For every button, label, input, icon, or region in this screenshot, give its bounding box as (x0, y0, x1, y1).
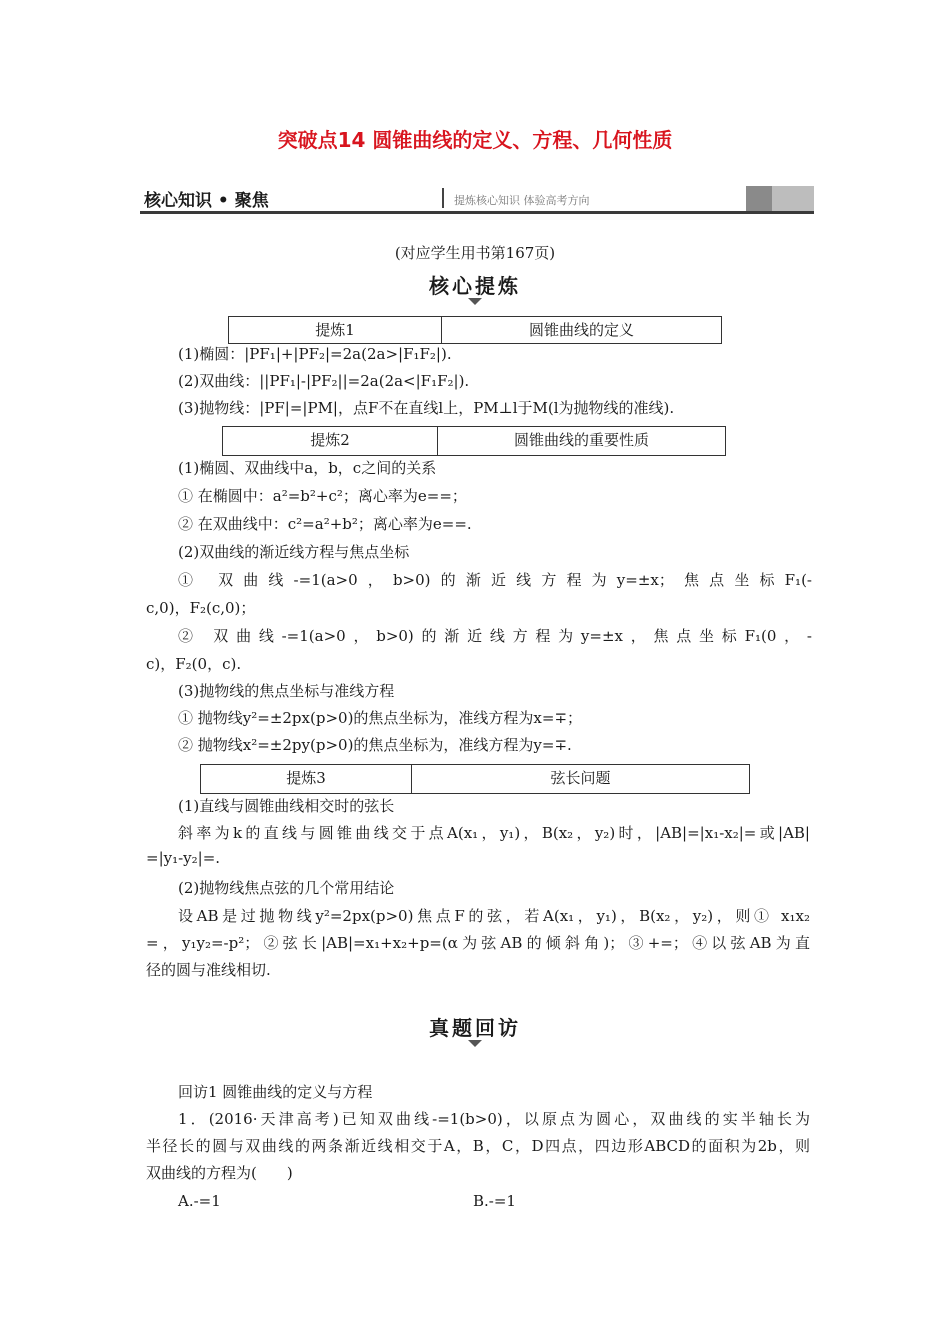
text-line: 径的圆与准线相切. (146, 961, 271, 979)
section-underline (140, 211, 814, 214)
text-line: 设AB是过抛物线y²=2px(p>0)焦点F的弦，若A(x₁，y₁)，B(x₂，y₂)，则① x₁x₂ (178, 907, 810, 925)
topic-box-3-title: 弦长问题 (550, 769, 611, 787)
topic-box-1-label: 提炼1 (229, 317, 442, 343)
text-line: (1)椭圆：|PF₁|+|PF₂|=2a(2a>|F₁F₂|). (178, 345, 452, 363)
page-reference: (对应学生用书第167页) (394, 244, 556, 262)
text-line: (2)抛物线焦点弦的几个常用结论 (178, 879, 395, 897)
review-title: 回访1 圆锥曲线的定义与方程 (178, 1083, 373, 1101)
text-line: ② 双曲线-=1(a>0，b>0)的渐近线方程为y=±x，焦点坐标F₁(0，- (178, 627, 812, 645)
heading-review: 真题回访 (429, 1016, 521, 1040)
section-bar (140, 186, 814, 214)
text-line: ② 在双曲线中：c²=a²+b²；离心率为e==. (178, 515, 472, 533)
text-line: (1)椭圆、双曲线中a，b，c之间的关系 (178, 459, 437, 477)
topic-box-1 (228, 316, 722, 344)
text-line: (2)双曲线的渐近线方程与焦点坐标 (178, 543, 410, 561)
topic-box-2-title: 圆锥曲线的重要性质 (513, 431, 649, 449)
heading-review-marker (468, 1040, 482, 1047)
text-line: =|y₁-y₂|=. (146, 849, 221, 867)
text-line: ② 抛物线x²=±2py(p>0)的焦点坐标为，准线方程为y=∓. (178, 736, 572, 754)
topic-box-3-label: 提炼3 (201, 765, 412, 793)
section-label: 核心知识 • 聚焦 (144, 191, 269, 211)
section-block-dark (746, 186, 772, 211)
text-line: ① 抛物线y²=±2px(p>0)的焦点坐标为，准线方程为x=∓； (178, 709, 583, 727)
text-line: ① 双曲线-=1(a>0，b>0)的渐近线方程为y=±x；焦点坐标F₁(- (178, 571, 812, 589)
question-line: 1．(2016·天津高考)已知双曲线-=1(b>0)，以原点为圆心，双曲线的实半轴长为 (178, 1110, 810, 1128)
text-line: 斜率为k的直线与圆锥曲线交于点A(x₁，y₁)，B(x₂，y₂)时，|AB|=|x₁-x₂|=或|AB| (178, 824, 810, 842)
heading-core-marker (468, 298, 482, 305)
topic-box-2 (222, 426, 726, 456)
page-title: 突破点14 圆锥曲线的定义、方程、几何性质 (277, 128, 673, 152)
text-line: =，y₁y₂=-p²；②弦长|AB|=x₁+x₂+p=(α为弦AB的倾斜角)；③+=；④以弦AB为直 (146, 934, 810, 952)
topic-box-2-label: 提炼2 (223, 427, 438, 455)
text-line: c)，F₂(0，c). (146, 655, 242, 673)
section-divider (442, 188, 444, 208)
text-line: (3)抛物线的焦点坐标与准线方程 (178, 682, 395, 700)
section-block-light (772, 186, 814, 211)
question-line: 双曲线的方程为( ) (146, 1164, 293, 1182)
text-line: (1)直线与圆锥曲线相交时的弦长 (178, 797, 395, 815)
option-a[interactable]: A.-=1 (178, 1192, 221, 1210)
text-line: (3)抛物线：|PF|=|PM|，点F不在直线l上，PM⊥l于M(l为抛物线的准线). (178, 399, 675, 417)
section-subtitle: 提炼核心知识 体验高考方向 (454, 194, 590, 207)
question-line: 半径长的圆与双曲线的两条渐近线相交于A，B，C，D四点，四边形ABCD的面积为2b，则 (146, 1137, 810, 1155)
text-line: ① 在椭圆中：a²=b²+c²；离心率为e==； (178, 487, 467, 505)
text-line: c,0)，F₂(c,0)； (146, 599, 256, 617)
text-line: (2)双曲线：||PF₁|-|PF₂||=2a(2a<|F₁F₂|). (178, 372, 470, 390)
topic-box-3 (200, 764, 750, 794)
topic-box-1-title: 圆锥曲线的定义 (528, 321, 634, 339)
option-b[interactable]: B.-=1 (473, 1192, 516, 1210)
heading-core: 核心提炼 (429, 274, 521, 298)
